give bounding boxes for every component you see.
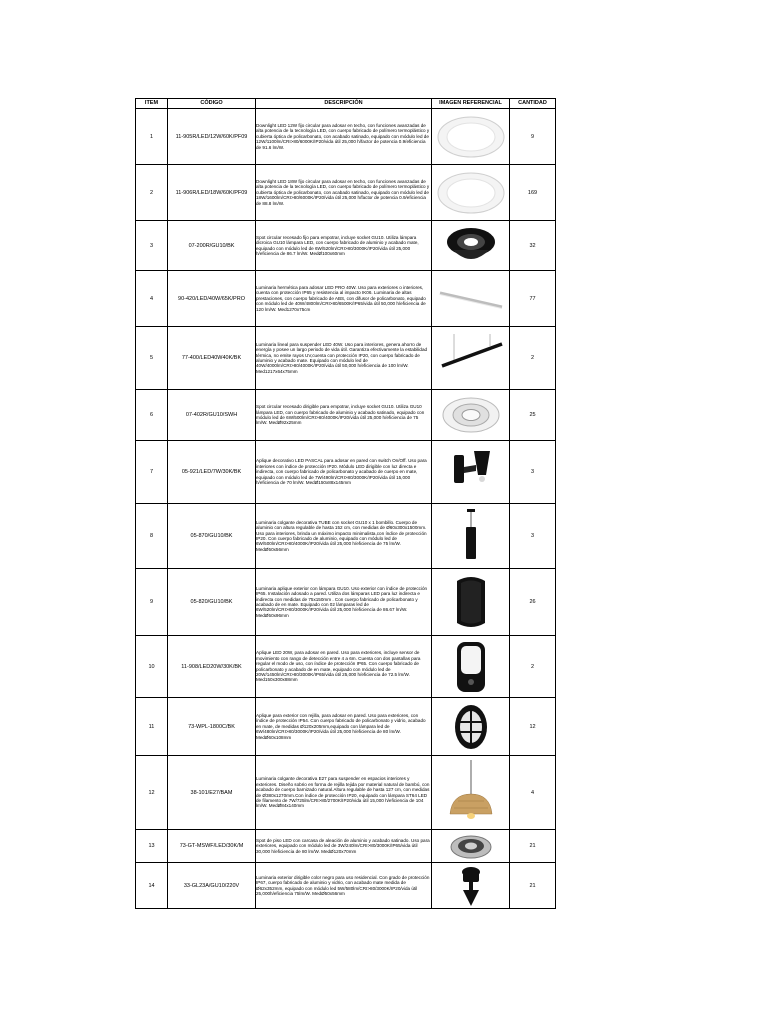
adjustable-spot-icon: [432, 393, 509, 437]
reference-image: [432, 327, 510, 390]
quantity: 21: [510, 863, 556, 909]
quantity: 21: [510, 830, 556, 863]
table-row: [136, 390, 556, 441]
reference-image: [432, 636, 510, 698]
quantity: 12: [510, 698, 556, 756]
bulkhead-grid-icon: [432, 702, 509, 752]
product-description: Spot circular recesado dirigible para empotrar, incluye socket GU10. Utiliza GU10 lámpara LED, con cuerpo fabricado de aluminio y acabado satinado, equipado con módulo led de 6W/500lm/CRI>80/4000K/IP20/vida útil 25,000 h/eficiencia de 75 lm/W. MedØ92x25mm: [256, 390, 432, 441]
pendant-tube-icon: [432, 507, 509, 565]
product-code: 73-WPL-1800C/BK: [168, 698, 256, 756]
reference-image: [432, 698, 510, 756]
product-description: Aplique LED 20W, para adosar en pared. Uso para exteriores, incluye sensor de movimiento con rango de detección entre 4 a 6m. Cuenta con dos pantallas para regular el modo de uso, con índice de protección IP65. Con cuerpo fabricado de policarbonato y acabado de en mate, equipado con módulo led de 20W/1450lm/CRI>80/3000K/IP65/vida útil 25,000 h/eficiencia de 72.5 lm/W. Med150x300x88mm: [256, 636, 432, 698]
item-number: 4: [136, 271, 168, 327]
product-code: 05-870/GU10/BK: [168, 504, 256, 569]
quantity: 4: [510, 756, 556, 830]
reference-image: [432, 441, 510, 504]
item-number: 14: [136, 863, 168, 909]
header-quantity: CANTIDAD: [510, 99, 556, 109]
item-number: 2: [136, 165, 168, 221]
item-number: 11: [136, 698, 168, 756]
product-table: [135, 98, 556, 909]
product-code: 05-921/LED/7W/30K/BK: [168, 441, 256, 504]
reference-image: [432, 271, 510, 327]
table-row: [136, 165, 556, 221]
table-row: [136, 109, 556, 165]
table-row: [136, 830, 556, 863]
wall-lamp-black-icon: [432, 445, 509, 499]
quantity: 32: [510, 221, 556, 271]
quantity: 3: [510, 504, 556, 569]
product-code: 11-906R/LED/18W/60K/PF09: [168, 165, 256, 221]
item-number: 6: [136, 390, 168, 441]
product-description: Luminaria aplique exterior con lámpara GU10. Uso exterior con índice de protección IP65. Instalación adosado a pared. Utiliza dos lámparas LED para luz indirecta e indirecta con medidas de 75x150mm . Con cuerpo fabricado de policarbonato y acabado de en mate. Equipado con 02 lámparas led de 6W/520lm/CRI>80/3000K/IP20/vida útil 25,000 h/eficiencia de 86.67 lm/W. MedØ50x96mm: [256, 569, 432, 636]
table-row: [136, 756, 556, 830]
header-code: CÓDIGO: [168, 99, 256, 109]
table-row: [136, 863, 556, 909]
table-row: [136, 271, 556, 327]
item-number: 3: [136, 221, 168, 271]
round-panel-light-icon: [432, 171, 509, 215]
linear-batten-icon: [432, 277, 509, 321]
product-description: Luminaria exterior dirigible color negro para uso residencial. Con grado de protección IP67, cuerpo fabricado de aluminio y vidrio, con acabado mate medida de Ø62x352mm, equipado con módulo led 5W/580lm/CRI>80/3000K/IP20/vida útil 25,000h/eficiencia 75lm/W. MedØ50x56mm: [256, 863, 432, 909]
product-description: Aplique para exterior con rejilla, para adosar en pared. Uso para exteriores, con índice de protección IP54. Con cuerpo fabricado de policarbonato y vidrio, acabado en mate, de medidas Ø120x205mm,equipado con lámpara led de 6W/480lm/CRI>80/3000K/IP20/vida útil 25,000 h/eficiencia de 80 lm/W. MedØ60x108mm: [256, 698, 432, 756]
item-number: 5: [136, 327, 168, 390]
table-header-row: [136, 99, 556, 109]
product-description: Downlight LED 18W fijo circular para adosar en techo, con funciones avanzadas de alta potencia de la tecnología LED, con cuerpo fabricado de polímero termoplástico y cubierta óptica de policarbonato, con acabado satinado, equipado con módulo led de 18W/1600lm/CRI>80/6000K/IP20/vida útil 25,000 h/factor de potencia 0.9/eficiencia de 88.8 lm/W.: [256, 165, 432, 221]
product-description: Luminaria lineal para suspender LED 40W. Uso para interiores, genera ahorro de energía y posee un largo periodo de vida útil. Garantiza efectivamente la estabilidad térmica, no emite rayos UV,cuenta con protección IP20, con cuerpo fabricado de aluminio y acabado mate. Equipado con módulo led de 40W/4000lm/CRI>80/4000K/IP20/vida útil 50,000 h/eficiencia de 100 lm/W. Med1217x64x75mm: [256, 327, 432, 390]
bamboo-pendant-icon: [432, 758, 509, 828]
quantity: 25: [510, 390, 556, 441]
product-code: 11-908/LED20W/30K/BK: [168, 636, 256, 698]
item-number: 1: [136, 109, 168, 165]
item-number: 10: [136, 636, 168, 698]
table-row: [136, 569, 556, 636]
product-code: 11-905R/LED/12W/60K/PF09: [168, 109, 256, 165]
quantity: 169: [510, 165, 556, 221]
product-description: Luminaria colgante decorativa E27 para suspender en espacios interiores y exteriores. Diseño sobrio en forma de rejilla tejida por material natural de bambú, con acabado de cuerpo barnizado natural.Altura regulable de hasta 127 cm, con medidas de Ø380x1270mm.Con índice de protección IP20, equipado con lámpara ST64 LED de filamento de 7W/725lm/CRI>80/2700K/IP20/vida útil 15,000 h/eficiencia de 104 lm/W. MedØ84x140mm: [256, 756, 432, 830]
header-item: ITEM: [136, 99, 168, 109]
product-code: 90-420/LED/40W/65K/PRO: [168, 271, 256, 327]
product-description: Spot de piso LED con carcasa de aleación de aluminio y acabado satinado. Uso para exteriores, equipado con módulo led de 3W/240lm/CRI>80/3000K/IP65/vida útil 30,000 h/eficiencia de 80 lm/W. MedØ120x70mm: [256, 830, 432, 863]
product-description: Downlight LED 12W fijo circular para adosar en techo, con funciones avanzadas de alta potencia de la tecnología LED, con cuerpo fabricado de polímero termoplástico y cubierta óptica de policarbonato, con acabado satinado, equipado con módulo led de 12W/1100lm/CRI>80/6000K/IP20/vida útil 25,000 h/factor de potencia 0.9/eficiencia de 91.6 lm/W.: [256, 109, 432, 165]
item-number: 12: [136, 756, 168, 830]
floor-spot-icon: [432, 831, 509, 861]
product-code: 07-200R/GU10/BK: [168, 221, 256, 271]
reference-image: [432, 756, 510, 830]
product-code: 07-402R/GU10/SWH: [168, 390, 256, 441]
table-row: [136, 327, 556, 390]
black-recessed-spot-icon: [432, 224, 509, 268]
sensor-wall-light-icon: [432, 638, 509, 696]
header-reference-image: IMAGEN REFERENCIAL: [432, 99, 510, 109]
product-code: 73-GT-MSWF/LED/30K/M: [168, 830, 256, 863]
product-description: Luminaria hermética para adosar LED PRO 40W. Uso para exteriores o interiores, cuenta con protección IP65 y resistencia al impacto IK06. Luminaria de altas prestaciones, con cuerpo fabricado de ABS, con difusor de policarbonato, equipado con módulo led de 40W/4800lm/CRI>80/6500K/IP65/vida útil 50,000 h/eficiencia de 120 lm/W. Med1270x75cm: [256, 271, 432, 327]
reference-image: [432, 109, 510, 165]
product-description: Luminaria colgante decorativa TUBE con socket GU10 x 1 bombillo. Cuerpo de aluminio con altura regulable de hasta 152 cm, con medidas de Ø60x300x1500mm. Uso para interiores, brinda un máximo impacto minimalista,con índice de protección IP20. Con cuerpo fabricado de aluminio, equipado con módulo led de 6W/500lm/CRI>80/4000K/IP20/vida útil 25,000 h/eficiencia de 75 lm/W. MedØ50x56mm: [256, 504, 432, 569]
reference-image: [432, 221, 510, 271]
item-number: 9: [136, 569, 168, 636]
table-row: [136, 441, 556, 504]
reference-image: [432, 504, 510, 569]
product-code: 38-101/E27/BAM: [168, 756, 256, 830]
reference-image: [432, 569, 510, 636]
item-number: 13: [136, 830, 168, 863]
quantity: 2: [510, 636, 556, 698]
quantity: 2: [510, 327, 556, 390]
table-row: [136, 221, 556, 271]
quantity: 3: [510, 441, 556, 504]
outdoor-wall-box-icon: [432, 573, 509, 631]
product-description: Spot circular recesado fijo para empotrar, incluye socket GU10. Utiliza lámpara dicroica GU10 lámpara LED, con cuerpo fabricado de aluminio y acabado mate, equipado con módulo led de 6W/520lm/CRI>80/3000K/IP20/vida útil 25,000 h/eficiencia de 86.7 lm/W. MedØ100x60mm: [256, 221, 432, 271]
quantity: 77: [510, 271, 556, 327]
reference-image: [432, 863, 510, 909]
table-body: [136, 109, 556, 909]
quantity: 9: [510, 109, 556, 165]
quantity: 26: [510, 569, 556, 636]
table-row: [136, 698, 556, 756]
round-panel-light-icon: [432, 115, 509, 159]
reference-image: [432, 390, 510, 441]
reference-image: [432, 830, 510, 863]
item-number: 7: [136, 441, 168, 504]
product-description: Aplique decorativo LED PASCAL para adosar en pared con switch On/Off. Uso para interiores con índice de protección IP20. Módulo LED dirigible con luz directa e indirecta, con cuerpo fabricado de policarbonato y acabado de cuerpo en mate, equipado con módulo led de 7W/490lm/CRI>80/3000K/IP20/vida útil 15,000 h/eficiencia de 70 lm/W. MedØ150x88x145mm: [256, 441, 432, 504]
product-code: 05-820/GU10/BK: [168, 569, 256, 636]
item-number: 8: [136, 504, 168, 569]
header-description: DESCRIPCIÓN: [256, 99, 432, 109]
reference-image: [432, 165, 510, 221]
product-code: 33-GL23A/GU10/220V: [168, 863, 256, 909]
table-row: [136, 636, 556, 698]
garden-spike-icon: [432, 864, 509, 908]
product-code: 77-400/LED40W40K/BK: [168, 327, 256, 390]
table-row: [136, 504, 556, 569]
suspended-linear-icon: [432, 332, 509, 384]
